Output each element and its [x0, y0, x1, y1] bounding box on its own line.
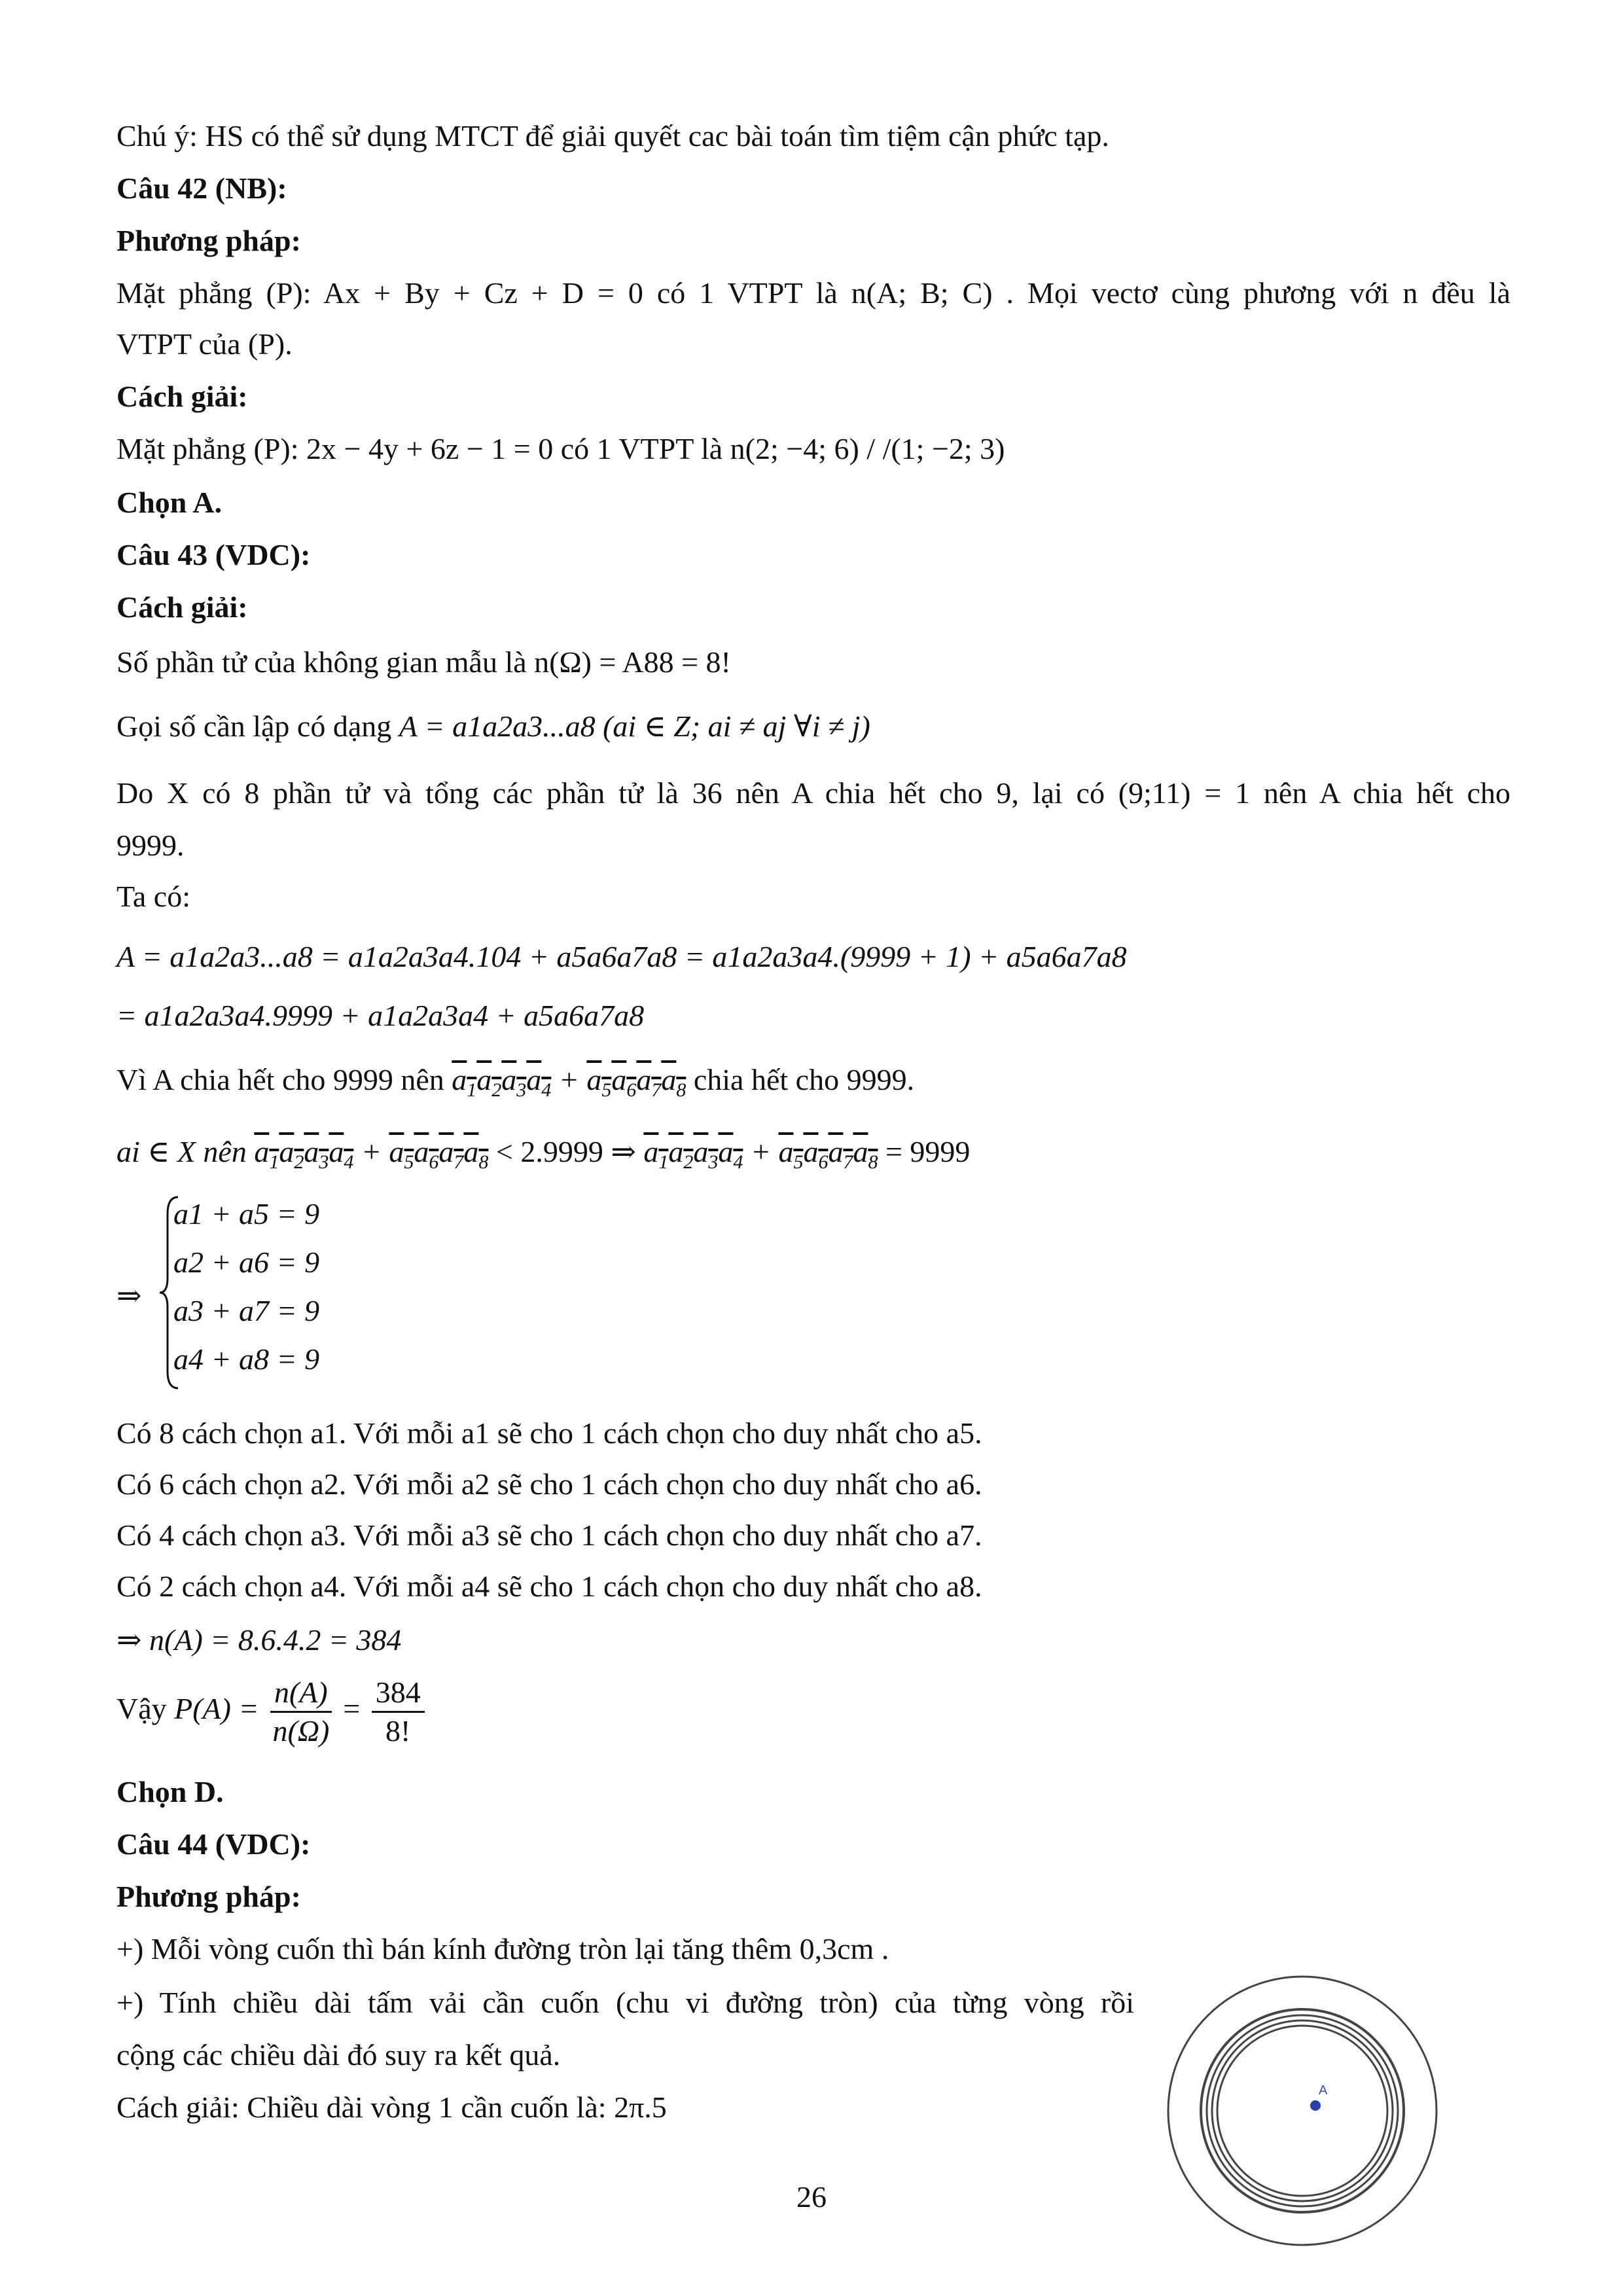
q44-method-heading: Phương pháp: [116, 1880, 301, 1913]
q43-number-form-text: Gọi số cần lập có dạng [116, 709, 392, 743]
q44-method-2: +) Tính chiều dài tấm vải cần cuốn (chu vi đường tròn) của từng vòng rồi [116, 1986, 1134, 2019]
q43-number-form [116, 707, 870, 746]
center-point-a [1310, 2100, 1321, 2111]
fraction-nA-nOmega [270, 1674, 332, 1749]
q43-equation-1: A = a1a2a3...a8 = a1a2a3a4.104 + a5a6a7a8 = a1a2a3a4.(9999 + 1) + a5a6a7a8 [116, 940, 1127, 973]
q43-because-tail: chia hết cho 9999. [693, 1063, 915, 1096]
q43-choice-4: Có 2 cách chọn a4. Với mỗi a4 sẽ cho 1 cách chọn cho duy nhất cho a8. [116, 1570, 982, 1603]
q43-nA: ⇒ n(A) = 8.6.4.2 = 384 [116, 1623, 402, 1657]
q43-solution-heading: Cách giải: [116, 590, 248, 624]
q42-answer: Chọn A. [116, 486, 223, 519]
fraction-2-numerator: 384 [372, 1674, 425, 1713]
q43-bound-line [116, 1132, 970, 1172]
q44-method-3: cộng các chiều dài đó suy ra kết quả. [116, 2038, 561, 2072]
q43-choice-2: Có 6 cách chọn a2. Với mỗi a2 sẽ cho 1 cách chọn cho duy nhất cho a6. [116, 1467, 982, 1501]
roll-circle-4 [1217, 2026, 1387, 2196]
fraction-1-denominator: n(Ω) [272, 1714, 330, 1748]
q43-bound-mid: < 2.9999 ⇒ [495, 1135, 636, 1168]
q42-method-heading: Phương pháp: [116, 224, 301, 257]
fraction-1-numerator: n(A) [270, 1674, 332, 1713]
q43-divisibility-line1: Do X có 8 phần tử và tổng các phần tử là 36 nên A chia hết cho 9, lại có (9;11) = 1 nên A chia hết cho [116, 776, 1510, 810]
q43-answer: Chọn D. [116, 1775, 224, 1808]
fraction-384-8fact [372, 1674, 425, 1749]
q44-title: Câu 44 (VDC): [116, 1827, 311, 1861]
q43-equation-2: = a1a2a3a4.9999 + a1a2a3a4 + a5a6a7a8 [116, 999, 645, 1032]
q44-solution: Cách giải: Chiều dài vòng 1 cần cuốn là: 2π.5 [116, 2090, 667, 2124]
system-eq-3: a3 + a7 = 9 [173, 1294, 320, 1327]
rolled-fabric-figure [1165, 1957, 1558, 2284]
q42-method-line2: VTPT của (P). [116, 327, 293, 361]
q43-ta-co: Ta có: [116, 880, 191, 913]
roll-circle-3 [1212, 2020, 1393, 2201]
q43-bound-sum1: $a_1a_2a_3a_4 + a_5a_6a_7a_8$ [254, 1135, 489, 1174]
system-eq-1: a1 + a5 = 9 [173, 1197, 320, 1230]
system-eq-2: a2 + a6 = 9 [173, 1246, 320, 1279]
fraction-2-denominator: 8! [385, 1714, 411, 1748]
q43-bound-prefix: ai ∈ X nên [116, 1135, 247, 1168]
q43-choice-1: Có 8 cách chọn a1. Với mỗi a1 sẽ cho 1 cách chọn cho duy nhất cho a5. [116, 1416, 982, 1450]
q43-choice-3: Có 4 cách chọn a3. Với mỗi a3 sẽ cho 1 cách chọn cho duy nhất cho a7. [116, 1518, 982, 1552]
q43-prob-lhs: P(A) = [174, 1692, 259, 1726]
q42-method-line1: Mặt phẳng (P): Ax + By + Cz + D = 0 có 1 VTPT là n(A; B; C) . Mọi vectơ cùng phương với n đều là [116, 276, 1510, 310]
q43-number-form-math: A = a1a2a3...a8 (ai ∈ Z; ai ≠ aj ∀i ≠ j) [399, 709, 870, 743]
q43-because-sum: $a_1a_2a_3a_4 + a_5a_6a_7a_8$ [452, 1063, 687, 1102]
note-line: Chú ý: HS có thể sử dụng MTCT để giải quyết cac bài toán tìm tiệm cận phức tạp. [116, 119, 1109, 152]
implies-arrow: ⇒ [116, 1279, 142, 1312]
center-label: A [1319, 2083, 1328, 2098]
q43-bound-sum2: $a_1a_2a_3a_4 + a_5a_6a_7a_8$ [643, 1135, 878, 1174]
q42-solution-heading: Cách giải: [116, 380, 248, 413]
q42-solution-line: Mặt phẳng (P): 2x − 4y + 6z − 1 = 0 có 1 VTPT là n(2; −4; 6) / /(1; −2; 3) [116, 432, 1005, 465]
q43-because-line [116, 1060, 914, 1100]
page-number: 26 [796, 2180, 827, 2214]
q43-prob-prefix: Vậy [116, 1692, 167, 1726]
q44-method-1: +) Mỗi vòng cuốn thì bán kính đường tròn lại tăng thêm 0,3cm . [116, 1932, 889, 1965]
roll-circle-2 [1207, 2015, 1398, 2206]
q43-bound-end: = 9999 [885, 1135, 971, 1168]
q43-sample-space: Số phần tử của không gian mẫu là n(Ω) = A88 = 8! [116, 645, 731, 679]
system-eq-4: a4 + a8 = 9 [173, 1342, 320, 1376]
q43-because-text: Vì A chia hết cho 9999 nên [116, 1063, 444, 1096]
q43-probability: Vậy P(A) = $\frac{n(A)}{n(\Omega)}$ = $\frac{384}{8!}$ [116, 1674, 429, 1749]
q42-title: Câu 42 (NB): [116, 171, 287, 205]
q43-divisibility-line2: 9999. [116, 829, 185, 862]
q43-title: Câu 43 (VDC): [116, 538, 311, 571]
